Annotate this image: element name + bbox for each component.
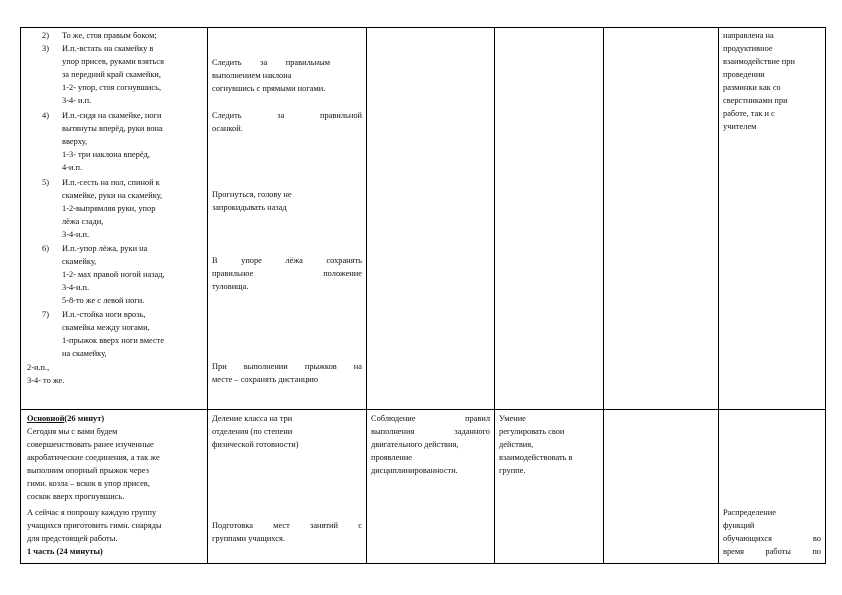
uud-line: время работы по <box>723 547 821 556</box>
exercise-line: И.п.-сесть на пол, спиной к <box>62 178 160 187</box>
uud-line: продуктивное <box>723 44 773 53</box>
personal-line: регулировать свои <box>499 427 565 436</box>
exercise-num: 4) <box>42 111 49 120</box>
main-text-line: соскок вверх прогнувшись. <box>27 492 125 501</box>
personal-line: действия, <box>499 440 534 449</box>
exercise-num: 6) <box>42 244 49 253</box>
main-text-line: совершенствовать ранее изученные <box>27 440 154 449</box>
uud-line: взаимодействие при <box>723 57 795 66</box>
exercise-line: скамейке, руки на скамейку, <box>62 191 163 200</box>
note-line: осанкой. <box>212 124 243 133</box>
exercise-line: вверху, <box>62 137 88 146</box>
exercise-line: И.п.-сидя на скамейке, ноги <box>62 111 162 120</box>
exercise-line: на скамейку, <box>62 349 107 358</box>
org-line: физической готовности) <box>212 440 299 449</box>
regulative-line: выполнения заданного <box>371 427 490 436</box>
org-line: Деление класса на три <box>212 414 293 423</box>
exercise-num: 5) <box>42 178 49 187</box>
note-line: Следить за правильной <box>212 111 362 120</box>
part-one-heading: 1 часть (24 минуты) <box>27 547 103 556</box>
main-text-line: акробатические соединения, а так же <box>27 453 160 462</box>
exercise-line: 3-4-и.п. <box>62 230 90 239</box>
note-line: выполнением наклона <box>212 71 292 80</box>
regulative-line: двигательного действия, <box>371 440 459 449</box>
main-text-line: для предстоящей работы. <box>27 534 118 543</box>
note-line: согнувшись с прямыми ногами. <box>212 84 326 93</box>
col-border-3 <box>494 27 495 564</box>
uud-line: разминки как со <box>723 83 781 92</box>
col-border-4 <box>603 27 604 564</box>
note-line: запрокидывать назад <box>212 203 287 212</box>
exercise-line: 1-2- мах правой ногой назад, <box>62 270 165 279</box>
org-line: группами учащихся. <box>212 534 285 543</box>
col-border-6 <box>825 27 826 564</box>
note-line: Следить за правильным <box>212 58 330 67</box>
main-text-line: А сейчас я попрошу каждую группу <box>27 508 157 517</box>
table-top-border <box>20 27 826 28</box>
main-part-title: Основной <box>27 414 65 423</box>
exercise-tail: 2-и.п., <box>27 363 50 372</box>
exercise-line: 1-2-выпрямляя руки, упор <box>62 204 156 213</box>
exercise-num: 2) <box>42 31 49 40</box>
uud-line: обучающихся во <box>723 534 821 543</box>
uud-line: Распределение <box>723 508 776 517</box>
exercise-line: 3-4-и.п. <box>62 283 90 292</box>
note-line: туловища. <box>212 282 249 291</box>
col-border-0 <box>20 27 21 564</box>
personal-line: Умение <box>499 414 526 423</box>
exercise-line: скамейку, <box>62 257 97 266</box>
personal-line: группе. <box>499 466 526 475</box>
row-divider <box>20 409 826 410</box>
uud-line: направлена на <box>723 31 774 40</box>
exercise-line: лёжа сзади, <box>62 217 104 226</box>
main-text-line: Сегодня мы с вами будем <box>27 427 118 436</box>
exercise-line: То же, стоя правым боком; <box>62 31 157 40</box>
main-part-duration: (26 минут) <box>64 414 105 423</box>
table-bottom-border <box>20 563 826 564</box>
exercise-line: упор присев, руками взяться <box>62 57 164 66</box>
exercise-line: 1-2- упор, стоя согнувшись, <box>62 83 162 92</box>
note-line: Прогнуться, голову не <box>212 190 292 199</box>
exercise-line: вытянуты вперёд, руки вона <box>62 124 163 133</box>
main-text-line: учащихся приготовить гимн. снаряды <box>27 521 162 530</box>
exercise-num: 7) <box>42 310 49 319</box>
exercise-line: И.п.-стойка ноги врозь, <box>62 310 146 319</box>
main-text-line: гимн. козла – вскок в упор присев, <box>27 479 150 488</box>
exercise-line: 5-8-то же с левой ноги. <box>62 296 145 305</box>
regulative-line: Соблюдение правил <box>371 414 490 423</box>
exercise-num: 3) <box>42 44 49 53</box>
note-line: При выполнении прыжков на <box>212 362 362 371</box>
org-line: Подготовка мест занятий с <box>212 521 362 530</box>
regulative-line: проявление <box>371 453 412 462</box>
uud-line: функций <box>723 521 755 530</box>
exercise-line: за передний край скамейки, <box>62 70 161 79</box>
note-line: правильное положение <box>212 269 362 278</box>
uud-line: работе, так и с <box>723 109 775 118</box>
exercise-line: 1-прыжок вверх ноги вместе <box>62 336 165 345</box>
exercise-line: 3-4- и.п. <box>62 96 92 105</box>
exercise-line: 1-3- три наклона вперёд, <box>62 150 150 159</box>
exercise-line: И.п.-упор лёжа, руки на <box>62 244 148 253</box>
uud-line: проведении <box>723 70 765 79</box>
col-border-5 <box>718 27 719 564</box>
col-border-2 <box>366 27 367 564</box>
note-line: В упоре лёжа сохранять <box>212 256 362 265</box>
main-part-heading <box>27 413 104 426</box>
regulative-line: дисциплинированности. <box>371 466 458 475</box>
org-line: отделения (по степени <box>212 427 293 436</box>
exercise-tail: 3-4- то же. <box>27 376 65 385</box>
note-line: месте – сохранять дистанцию <box>212 375 319 384</box>
exercise-line: 4-и.п. <box>62 163 83 172</box>
exercise-line: И.п.-встать на скамейку в <box>62 44 154 53</box>
col-border-1 <box>207 27 208 564</box>
main-text-line: выполним опорный прыжок через <box>27 466 149 475</box>
uud-line: сверстниками при <box>723 96 788 105</box>
exercise-line: скамейка между ногами, <box>62 323 150 332</box>
personal-line: взаимодействовать в <box>499 453 573 462</box>
uud-line: учителем <box>723 122 757 131</box>
